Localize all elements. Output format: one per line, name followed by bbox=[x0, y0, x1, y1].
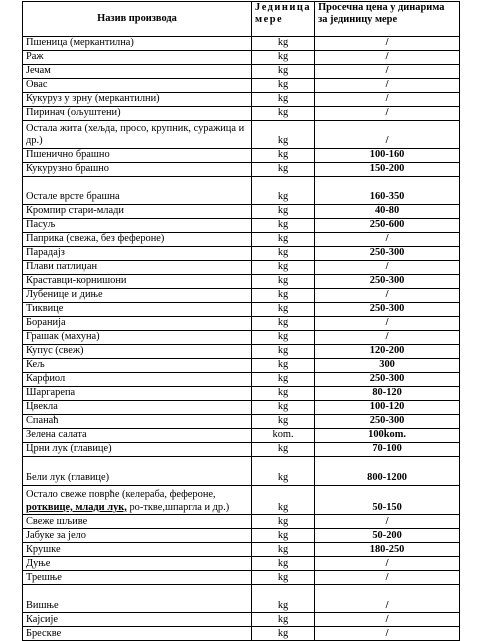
price-cell: 250-300 bbox=[315, 275, 460, 289]
price-cell: / bbox=[315, 571, 460, 585]
table-row bbox=[23, 457, 460, 486]
table-row bbox=[23, 51, 460, 65]
unit-cell: kg bbox=[252, 486, 315, 515]
product-name: Тиквице bbox=[23, 303, 252, 317]
product-name: Пшенично брашно bbox=[23, 149, 252, 163]
price-cell: / bbox=[315, 331, 460, 345]
unit-cell: kg bbox=[252, 571, 315, 585]
table-row bbox=[23, 373, 460, 387]
unit-cell: kg bbox=[252, 93, 315, 107]
product-name: Спанаћ bbox=[23, 415, 252, 429]
product-name: Кукурузно брашно bbox=[23, 163, 252, 177]
unit-cell: kg bbox=[252, 543, 315, 557]
product-name: Шаргарепа bbox=[23, 387, 252, 401]
product-name: Дуње bbox=[23, 557, 252, 571]
product-name: Раж bbox=[23, 51, 252, 65]
product-name: Кељ bbox=[23, 359, 252, 373]
table-row bbox=[23, 317, 460, 331]
product-name: Остало свеже поврће (келераба, фефероне, ротквице, млади лук, ро-ткве,шпаргла и др.) bbox=[23, 486, 252, 515]
unit-cell: kg bbox=[252, 387, 315, 401]
table-row bbox=[23, 65, 460, 79]
table-row bbox=[23, 401, 460, 415]
product-name: Купус (свеж) bbox=[23, 345, 252, 359]
product-name: Остале врсте брашна bbox=[23, 177, 252, 205]
product-name: Цвекла bbox=[23, 401, 252, 415]
unit-cell: kg bbox=[252, 613, 315, 627]
column-header-price: Просечна цена у динарима за јединицу мере bbox=[315, 2, 460, 37]
unit-cell: kg bbox=[252, 345, 315, 359]
table-row bbox=[23, 529, 460, 543]
product-name: Кукуруз у зрну (меркантилни) bbox=[23, 93, 252, 107]
price-cell: 100-120 bbox=[315, 401, 460, 415]
product-name: Остала жита (хељда, просо, крупник, суражица и др.) bbox=[23, 121, 252, 149]
price-cell: / bbox=[315, 317, 460, 331]
table-row bbox=[23, 331, 460, 345]
product-name: Јечам bbox=[23, 65, 252, 79]
table-row bbox=[23, 37, 460, 51]
product-name: Вишње bbox=[23, 585, 252, 613]
price-cell: / bbox=[315, 627, 460, 641]
product-name: Паприка (свежа, без фефероне) bbox=[23, 233, 252, 247]
unit-cell: kg bbox=[252, 163, 315, 177]
product-name: Парадајз bbox=[23, 247, 252, 261]
product-name: Кајсије bbox=[23, 613, 252, 627]
product-name: Плави патлиџан bbox=[23, 261, 252, 275]
column-header-unit: Јединица мере bbox=[252, 2, 315, 37]
product-name: Краставци-корнишони bbox=[23, 275, 252, 289]
table-row bbox=[23, 627, 460, 641]
price-cell: / bbox=[315, 79, 460, 93]
unit-cell: kg bbox=[252, 275, 315, 289]
unit-cell: kg bbox=[252, 289, 315, 303]
price-cell: 250-600 bbox=[315, 219, 460, 233]
table-row bbox=[23, 345, 460, 359]
table-row bbox=[23, 163, 460, 177]
unit-cell: kg bbox=[252, 233, 315, 247]
unit-cell: kg bbox=[252, 121, 315, 149]
price-cell: 250-300 bbox=[315, 415, 460, 429]
price-cell: / bbox=[315, 585, 460, 613]
price-cell: / bbox=[315, 107, 460, 121]
price-cell: 150-200 bbox=[315, 163, 460, 177]
table-row bbox=[23, 247, 460, 261]
price-cell: 160-350 bbox=[315, 177, 460, 205]
product-name: Зелена салата bbox=[23, 429, 252, 443]
table-row bbox=[23, 486, 460, 515]
price-cell: 300 bbox=[315, 359, 460, 373]
table-row bbox=[23, 121, 460, 149]
unit-cell: kg bbox=[252, 557, 315, 571]
table-row bbox=[23, 149, 460, 163]
table-row bbox=[23, 613, 460, 627]
unit-cell: kg bbox=[252, 219, 315, 233]
price-cell: 100-160 bbox=[315, 149, 460, 163]
price-cell: / bbox=[315, 51, 460, 65]
price-cell: 70-100 bbox=[315, 443, 460, 457]
price-cell: / bbox=[315, 557, 460, 571]
unit-cell: kg bbox=[252, 331, 315, 345]
price-cell: / bbox=[315, 613, 460, 627]
product-name: Бресквe bbox=[23, 627, 252, 641]
unit-cell: kg bbox=[252, 107, 315, 121]
price-cell: 100kom. bbox=[315, 429, 460, 443]
unit-cell: kg bbox=[252, 627, 315, 641]
unit-cell: kg bbox=[252, 359, 315, 373]
price-cell: / bbox=[315, 515, 460, 529]
product-name: Кромпир стари-млади bbox=[23, 205, 252, 219]
table-row bbox=[23, 585, 460, 613]
product-name: Јабуке за јело bbox=[23, 529, 252, 543]
table-row bbox=[23, 515, 460, 529]
unit-cell: kg bbox=[252, 303, 315, 317]
table-row bbox=[23, 543, 460, 557]
table-row bbox=[23, 415, 460, 429]
table-row bbox=[23, 359, 460, 373]
price-cell: / bbox=[315, 37, 460, 51]
price-cell: 250-300 bbox=[315, 247, 460, 261]
product-name: Лубенице и диње bbox=[23, 289, 252, 303]
unit-cell: kg bbox=[252, 443, 315, 457]
column-header-name: Назив производа bbox=[23, 2, 252, 37]
price-cell: / bbox=[315, 65, 460, 79]
table-row bbox=[23, 233, 460, 247]
product-name: Крушке bbox=[23, 543, 252, 557]
unit-cell: kg bbox=[252, 373, 315, 387]
product-name: Пасуљ bbox=[23, 219, 252, 233]
price-cell: 250-300 bbox=[315, 303, 460, 317]
price-cell: 800-1200 bbox=[315, 457, 460, 486]
product-name: Трешње bbox=[23, 571, 252, 585]
price-cell: / bbox=[315, 93, 460, 107]
unit-cell: kg bbox=[252, 51, 315, 65]
unit-cell: kg bbox=[252, 177, 315, 205]
price-cell: 40-80 bbox=[315, 205, 460, 219]
table-row bbox=[23, 205, 460, 219]
unit-cell: kg bbox=[252, 529, 315, 543]
price-cell: / bbox=[315, 261, 460, 275]
product-name: Црни лук (главице) bbox=[23, 443, 252, 457]
table-row bbox=[23, 557, 460, 571]
table-row bbox=[23, 93, 460, 107]
table-header-row bbox=[23, 2, 460, 37]
unit-cell: kg bbox=[252, 205, 315, 219]
product-name: Грашак (махуна) bbox=[23, 331, 252, 345]
product-name: Овас bbox=[23, 79, 252, 93]
unit-cell: kg bbox=[252, 415, 315, 429]
product-name: Боранија bbox=[23, 317, 252, 331]
table-row bbox=[23, 219, 460, 233]
table-row bbox=[23, 429, 460, 443]
price-table bbox=[22, 1, 460, 641]
table-row bbox=[23, 387, 460, 401]
table-row bbox=[23, 79, 460, 93]
price-cell: 250-300 bbox=[315, 373, 460, 387]
unit-cell: kg bbox=[252, 261, 315, 275]
product-name: Пшеница (меркантилна) bbox=[23, 37, 252, 51]
table-row bbox=[23, 571, 460, 585]
unit-cell: kg bbox=[252, 79, 315, 93]
unit-cell: kg bbox=[252, 37, 315, 51]
unit-cell: kg bbox=[252, 317, 315, 331]
unit-cell: kg bbox=[252, 247, 315, 261]
unit-cell: kom. bbox=[252, 429, 315, 443]
unit-cell: kg bbox=[252, 65, 315, 79]
unit-cell: kg bbox=[252, 149, 315, 163]
table-row bbox=[23, 289, 460, 303]
price-cell: 50-150 bbox=[315, 486, 460, 515]
table-row bbox=[23, 177, 460, 205]
table-row bbox=[23, 275, 460, 289]
product-name: Пиринач (ољуштени) bbox=[23, 107, 252, 121]
unit-cell: kg bbox=[252, 515, 315, 529]
price-cell: / bbox=[315, 233, 460, 247]
unit-cell: kg bbox=[252, 401, 315, 415]
product-name: Свеже шљиве bbox=[23, 515, 252, 529]
table-row bbox=[23, 443, 460, 457]
price-cell: 120-200 bbox=[315, 345, 460, 359]
table-row bbox=[23, 303, 460, 317]
price-cell: / bbox=[315, 121, 460, 149]
product-name: Карфиол bbox=[23, 373, 252, 387]
price-cell: 50-200 bbox=[315, 529, 460, 543]
table-row bbox=[23, 107, 460, 121]
table-row bbox=[23, 261, 460, 275]
product-name: Бели лук (главице) bbox=[23, 457, 252, 486]
unit-cell: kg bbox=[252, 457, 315, 486]
price-cell: 80-120 bbox=[315, 387, 460, 401]
price-cell: / bbox=[315, 289, 460, 303]
unit-cell: kg bbox=[252, 585, 315, 613]
price-cell: 180-250 bbox=[315, 543, 460, 557]
